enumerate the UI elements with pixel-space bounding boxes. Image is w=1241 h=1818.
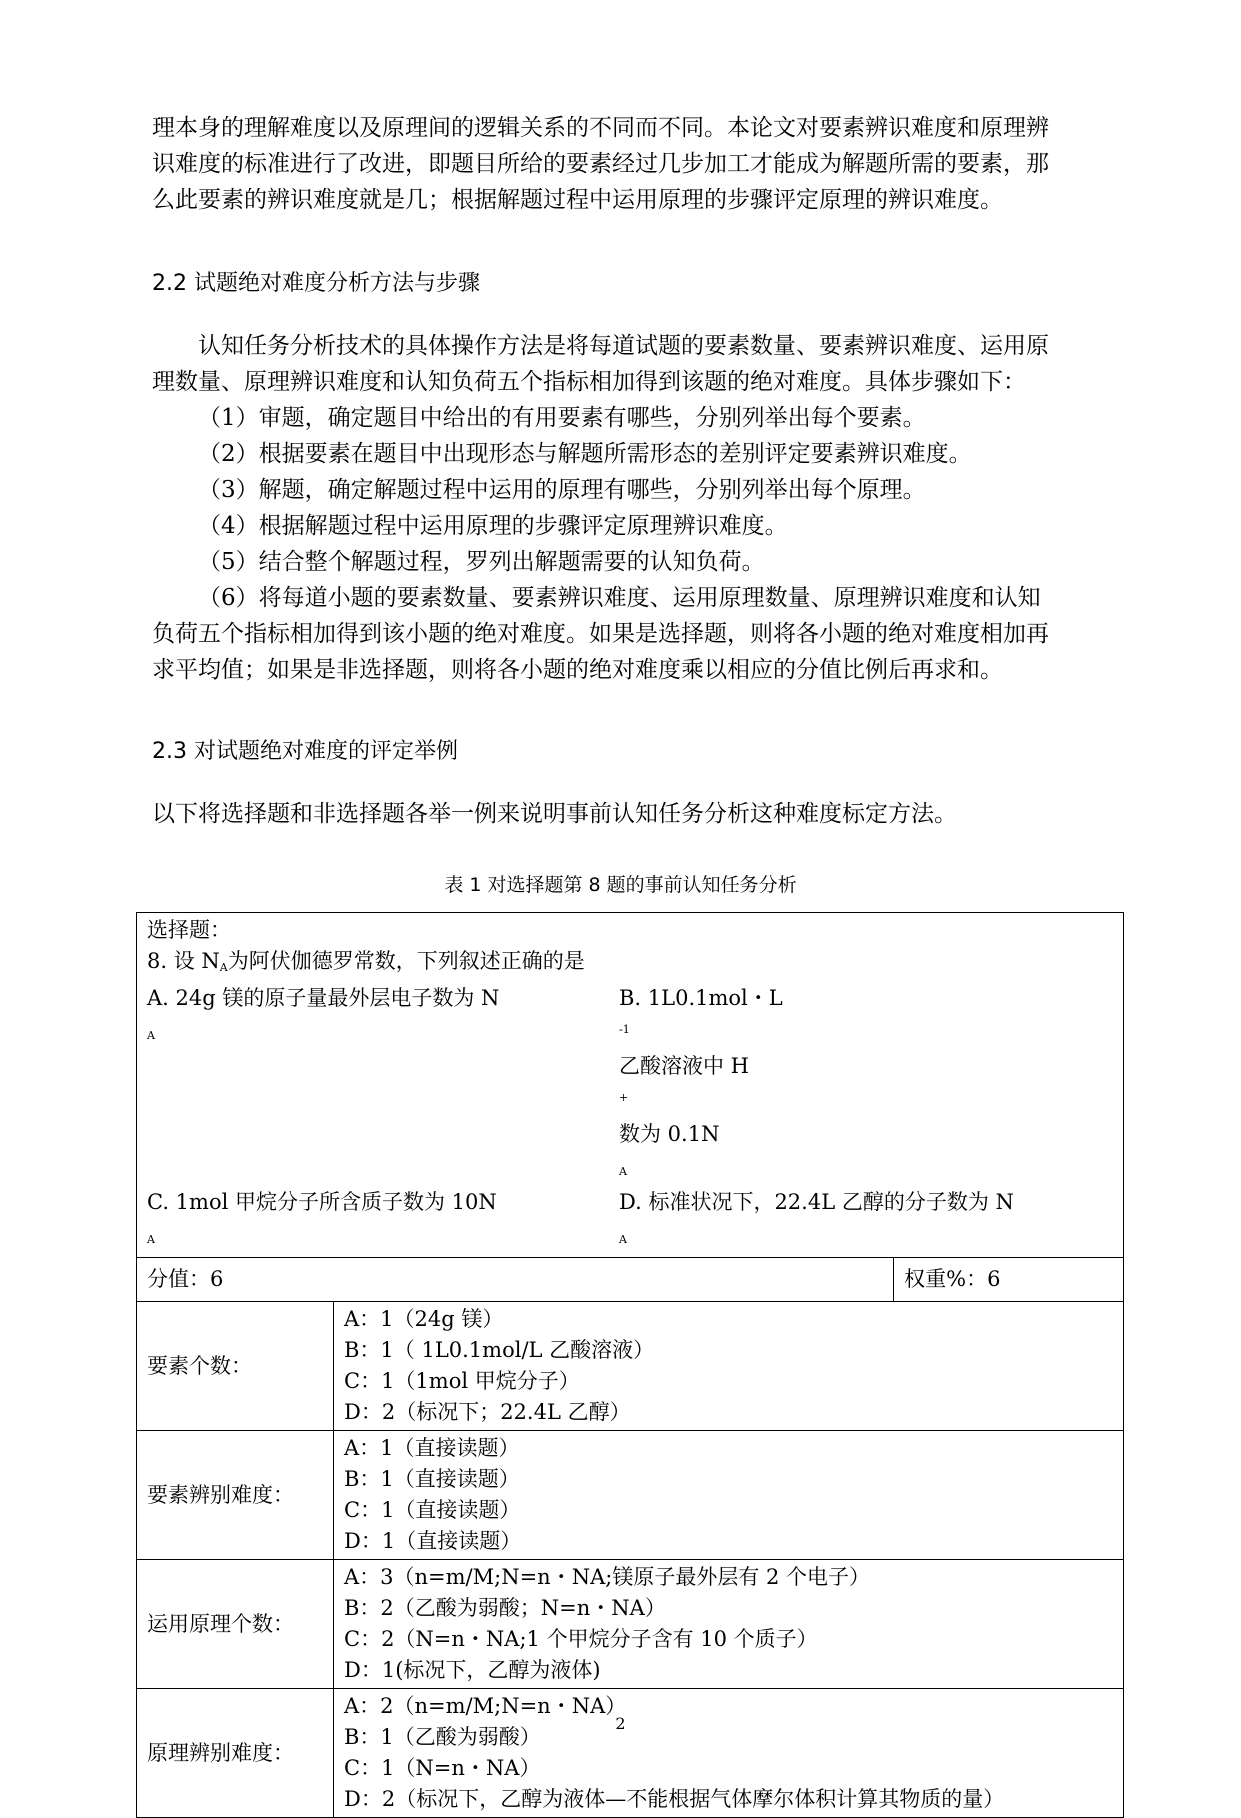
step-item: （2）根据要素在题目中出现形态与解题所需形态的差别评定要素辨识难度。 xyxy=(198,441,972,467)
row-item: A：1（直接读题） xyxy=(344,1436,520,1460)
step-item-continued: 求平均值；如果是非选择题，则将各小题的绝对难度乘以相应的分值比例后再求和。 xyxy=(152,657,1003,683)
row-items xyxy=(334,1302,1124,1431)
row-item: C：2（N=n・NA;1 个甲烷分子含有 10 个质子） xyxy=(344,1627,818,1651)
row-item: D：1(标况下，乙醇为液体) xyxy=(344,1658,601,1682)
row-item: C：1（1mol 甲烷分子） xyxy=(344,1369,580,1393)
row-items xyxy=(334,1560,1124,1689)
option-b: B. 1L0.1mol・L $^{-1}$ 乙酸溶液中 H + 数为 0.1N $_A$ xyxy=(619,986,783,1178)
row-item: A：2（n=m/M;N=n・NA） xyxy=(344,1694,627,1718)
step-item: （4）根据解题过程中运用原理的步骤评定原理辨识难度。 xyxy=(198,513,788,539)
option-c: C. 1mol 甲烷分子所含质子数为 10N $_A$ xyxy=(147,1190,497,1246)
para-line: 认知任务分析技术的具体操作方法是将每道试题的要素数量、要素辨识难度、运用原 xyxy=(198,333,1049,359)
row-item: C：1（直接读题） xyxy=(344,1498,521,1522)
row-item: B：1（直接读题） xyxy=(344,1467,520,1491)
section-2-2-heading: 2.2 试题绝对难度分析方法与步骤 xyxy=(152,271,480,296)
section-2-2-paragraph xyxy=(152,328,1112,688)
row-item: C：1（N=n・NA） xyxy=(344,1756,541,1780)
step-item: （3）解题，确定解题过程中运用的原理有哪些，分别列举出每个原理。 xyxy=(198,477,926,503)
row-item: B：1（ 1L0.1mol/L 乙酸溶液） xyxy=(344,1338,655,1362)
page-number: 2 xyxy=(615,1714,626,1733)
option-a: A. 24g 镁的原子量最外层电子数为 N $_A$ xyxy=(147,986,500,1042)
intro-paragraph xyxy=(152,110,1112,218)
row-item: A：3（n=m/M;N=n・NA;镁原子最外层有 2 个电子） xyxy=(344,1565,871,1589)
step-item: （1）审题，确定题目中给出的有用要素有哪些，分别列举出每个要素。 xyxy=(198,405,926,431)
intro-line: 理本身的理解难度以及原理间的逻辑关系的不同而不同。本论文对要素辨识难度和原理辨 xyxy=(152,115,1049,141)
question-type-label: 选择题： xyxy=(147,918,231,942)
question-stem: 8. 设 $N_A$为阿伏伽德罗常数，下列叙述正确的是 xyxy=(147,949,585,974)
row-items xyxy=(334,1689,1124,1818)
table-row xyxy=(137,1302,1124,1431)
options-row xyxy=(147,1187,1113,1255)
row-item: D：2（标况下；22.4L 乙醇） xyxy=(344,1400,631,1424)
intro-line: 么此要素的辨识难度就是几；根据解题过程中运用原理的步骤评定原理的辨识难度。 xyxy=(152,187,1003,213)
row-item: B：1（乙酸为弱酸） xyxy=(344,1725,541,1749)
score-row xyxy=(137,1258,1124,1302)
row-item: D：1（直接读题） xyxy=(344,1529,522,1553)
analysis-table xyxy=(136,912,1124,1818)
step-item: （6）将每道小题的要素数量、要素辨识难度、运用原理数量、原理辨识难度和认知 xyxy=(198,585,1041,611)
table-caption: 表 1 对选择题第 8 题的事前认知任务分析 xyxy=(444,874,797,896)
para-line: 理数量、原理辨识难度和认知负荷五个指标相加得到该题的绝对难度。具体步骤如下： xyxy=(152,369,1026,395)
row-item: A：1（24g 镁） xyxy=(344,1307,504,1331)
table-row xyxy=(137,1560,1124,1689)
row-label: 运用原理个数： xyxy=(137,1560,334,1689)
row-label: 要素辨别难度： xyxy=(137,1431,334,1560)
row-label: 要素个数： xyxy=(137,1302,334,1431)
intro-line: 识难度的标准进行了改进，即题目所给的要素经过几步加工才能成为解题所需的要素，那 xyxy=(152,151,1049,177)
section-2-3-paragraph: 以下将选择题和非选择题各举一例来说明事前认知任务分析这种难度标定方法。 xyxy=(152,801,957,827)
weight-cell: 权重%：6 xyxy=(894,1258,1124,1302)
table-row xyxy=(137,1689,1124,1818)
table-row xyxy=(137,1431,1124,1560)
row-item: D：2（标况下，乙醇为液体—不能根据气体摩尔体积计算其物质的量） xyxy=(344,1787,1005,1811)
row-item: B：2（乙酸为弱酸；N=n・NA） xyxy=(344,1596,666,1620)
step-item: （5）结合整个解题过程，罗列出解题需要的认知负荷。 xyxy=(198,549,765,575)
option-d: D. 标准状况下，22.4L 乙醇的分子数为 N $_A$ xyxy=(619,1190,1014,1246)
step-item-continued: 负荷五个指标相加得到该小题的绝对难度。如果是选择题，则将各小题的绝对难度相加再 xyxy=(152,621,1049,647)
options-row xyxy=(147,983,1113,1187)
question-row xyxy=(137,913,1124,1258)
row-label: 原理辨别难度： xyxy=(137,1689,334,1818)
row-items xyxy=(334,1431,1124,1560)
section-2-3-heading: 2.3 对试题绝对难度的评定举例 xyxy=(152,739,458,764)
question-cell xyxy=(137,913,1124,1258)
score-cell: 分值：6 xyxy=(137,1258,894,1302)
